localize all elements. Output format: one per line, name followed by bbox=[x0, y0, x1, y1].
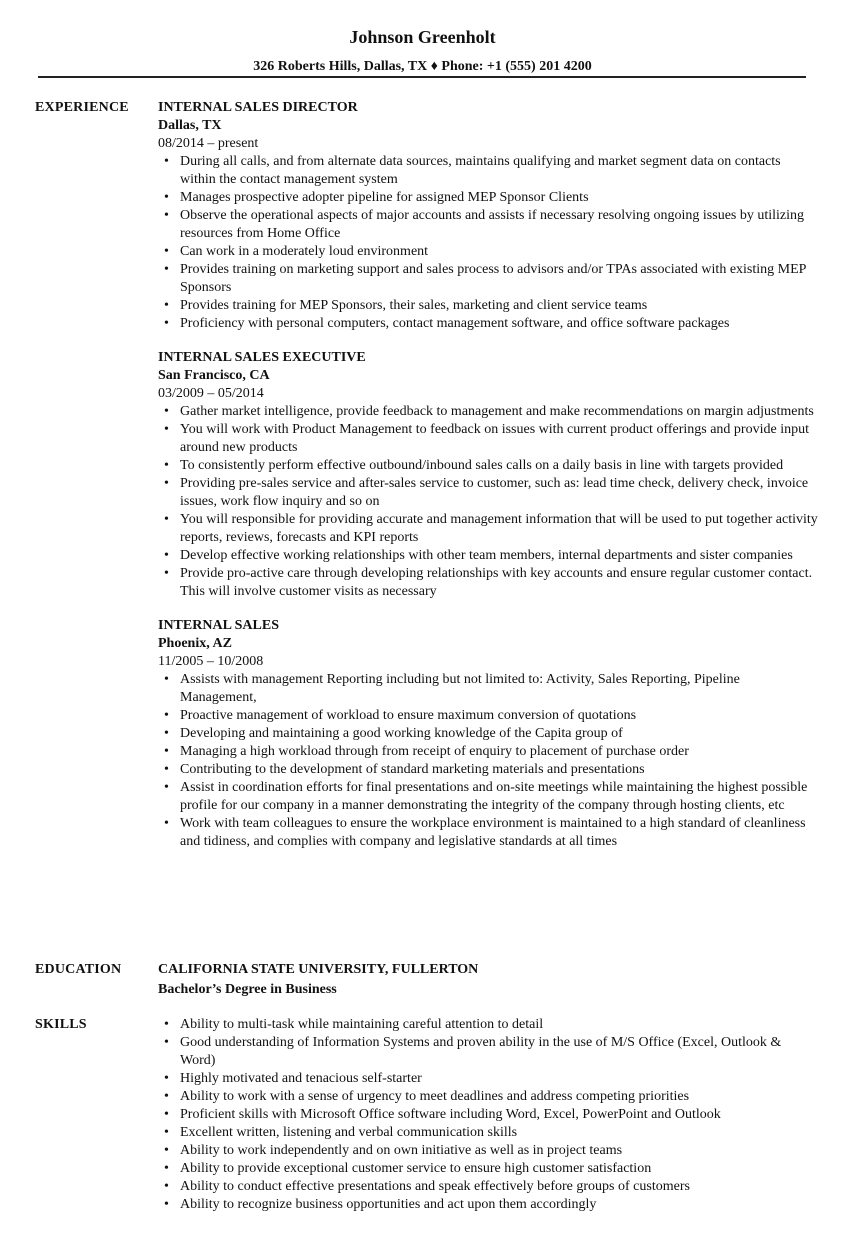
skills-list bbox=[158, 1016, 818, 1214]
resume-header bbox=[0, 26, 845, 76]
skill-item: • Ability to recognize business opportunities and act upon them accordingly bbox=[158, 1196, 818, 1214]
skill-item: • Excellent written, listening and verbal communication skills bbox=[158, 1124, 818, 1142]
school-name: CALIFORNIA STATE UNIVERSITY, FULLERTON bbox=[158, 962, 479, 977]
job-dates: 08/2014 – present bbox=[158, 136, 259, 151]
bullet-item: • Proficiency with personal computers, contact management software, and office software packages bbox=[158, 315, 818, 333]
skill-item: • Ability to work with a sense of urgency to meet deadlines and address competing priorities bbox=[158, 1088, 818, 1106]
job-entry bbox=[158, 99, 818, 333]
skill-item: • Ability to conduct effective presentations and speak effectively before groups of customers bbox=[158, 1178, 818, 1196]
job-entry bbox=[158, 617, 818, 851]
job-location: Dallas, TX bbox=[158, 118, 222, 133]
bullet-item: • Managing a high workload through from receipt of enquiry to placement of purchase order bbox=[158, 743, 818, 761]
skill-item: • Ability to work independently and on own initiative as well as in project teams bbox=[158, 1142, 818, 1160]
bullet-item: • Contributing to the development of standard marketing materials and presentations bbox=[158, 761, 818, 779]
job-location: Phoenix, AZ bbox=[158, 636, 232, 651]
bullet-item: • Can work in a moderately loud environment bbox=[158, 243, 818, 261]
bullet-item: • Proactive management of workload to ensure maximum conversion of quotations bbox=[158, 707, 818, 725]
bullet-item: • Provides training on marketing support and sales process to advisors and/or TPAs associated with existing MEP Sponsors bbox=[158, 261, 818, 297]
skill-item: • Ability to multi-task while maintaining careful attention to detail bbox=[158, 1016, 818, 1034]
bullet-item: • Developing and maintaining a good working knowledge of the Capita group of bbox=[158, 725, 818, 743]
skill-item: • Ability to provide exceptional customer service to ensure high customer satisfaction bbox=[158, 1160, 818, 1178]
bullet-item: • You will work with Product Management to feedback on issues with current product offerings and provide input around new products bbox=[158, 421, 818, 457]
bullet-item: • During all calls, and from alternate data sources, maintains qualifying and market segment data on contacts within the contact management system bbox=[158, 153, 818, 189]
degree: Bachelor’s Degree in Business bbox=[158, 982, 337, 997]
bullet-item: • Provides training for MEP Sponsors, their sales, marketing and client service teams bbox=[158, 297, 818, 315]
job-dates: 03/2009 – 05/2014 bbox=[158, 386, 264, 401]
bullet-item: • Manages prospective adopter pipeline for assigned MEP Sponsor Clients bbox=[158, 189, 818, 207]
bullet-item: • Work with team colleagues to ensure the workplace environment is maintained to a high standard of cleanliness and tidiness, and complies with company and legislative standards at all times bbox=[158, 815, 818, 851]
job-bullets bbox=[158, 671, 818, 851]
bullet-item: • Assist in coordination efforts for final presentations and on-site meetings while maintaining the highest possible profile for our company in a manner demonstrating the integrity of the company through hosting clients, etc bbox=[158, 779, 818, 815]
bullet-item: • Observe the operational aspects of major accounts and assists if necessary resolving ongoing issues by utilizing resources from Home Office bbox=[158, 207, 818, 243]
contact-line: 326 Roberts Hills, Dallas, TX ♦ Phone: +1 (555) 201 4200 bbox=[253, 59, 592, 74]
job-entry bbox=[158, 349, 818, 601]
job-title: INTERNAL SALES EXECUTIVE bbox=[158, 350, 366, 365]
candidate-name: Johnson Greenholt bbox=[349, 27, 496, 47]
bullet-item: • Providing pre-sales service and after-sales service to customer, such as: lead time check, delivery check, invoice issues, work flow inquiry and so on bbox=[158, 475, 818, 511]
section-label-education: EDUCATION bbox=[35, 962, 122, 977]
job-title: INTERNAL SALES bbox=[158, 618, 279, 633]
job-bullets bbox=[158, 153, 818, 333]
bullet-item: • You will responsible for providing accurate and management information that will be used to put together activity reports, reviews, forecasts and KPI reports bbox=[158, 511, 818, 547]
bullet-item: • Gather market intelligence, provide feedback to management and make recommendations on margin adjustments bbox=[158, 403, 818, 421]
skill-item: • Highly motivated and tenacious self-starter bbox=[158, 1070, 818, 1088]
skill-item: • Good understanding of Information Systems and proven ability in the use of M/S Office (Excel, Outlook & Word) bbox=[158, 1034, 818, 1070]
bullet-item: • Provide pro-active care through developing relationships with key accounts and ensure regular customer contact. This will involve customer visits as necessary bbox=[158, 565, 818, 601]
job-bullets bbox=[158, 403, 818, 601]
section-label-skills: SKILLS bbox=[35, 1017, 87, 1032]
job-title: INTERNAL SALES DIRECTOR bbox=[158, 100, 358, 115]
header-divider bbox=[38, 76, 806, 78]
job-dates: 11/2005 – 10/2008 bbox=[158, 654, 264, 669]
section-label-experience: EXPERIENCE bbox=[35, 100, 129, 115]
job-location: San Francisco, CA bbox=[158, 368, 270, 383]
bullet-item: • Assists with management Reporting including but not limited to: Activity, Sales Reporting, Pipeline Management, bbox=[158, 671, 818, 707]
bullet-item: • To consistently perform effective outbound/inbound sales calls on a daily basis in line with targets provided bbox=[158, 457, 818, 475]
bullet-item: • Develop effective working relationships with other team members, internal departments and sister companies bbox=[158, 547, 818, 565]
skill-item: • Proficient skills with Microsoft Office software including Word, Excel, PowerPoint and Outlook bbox=[158, 1106, 818, 1124]
